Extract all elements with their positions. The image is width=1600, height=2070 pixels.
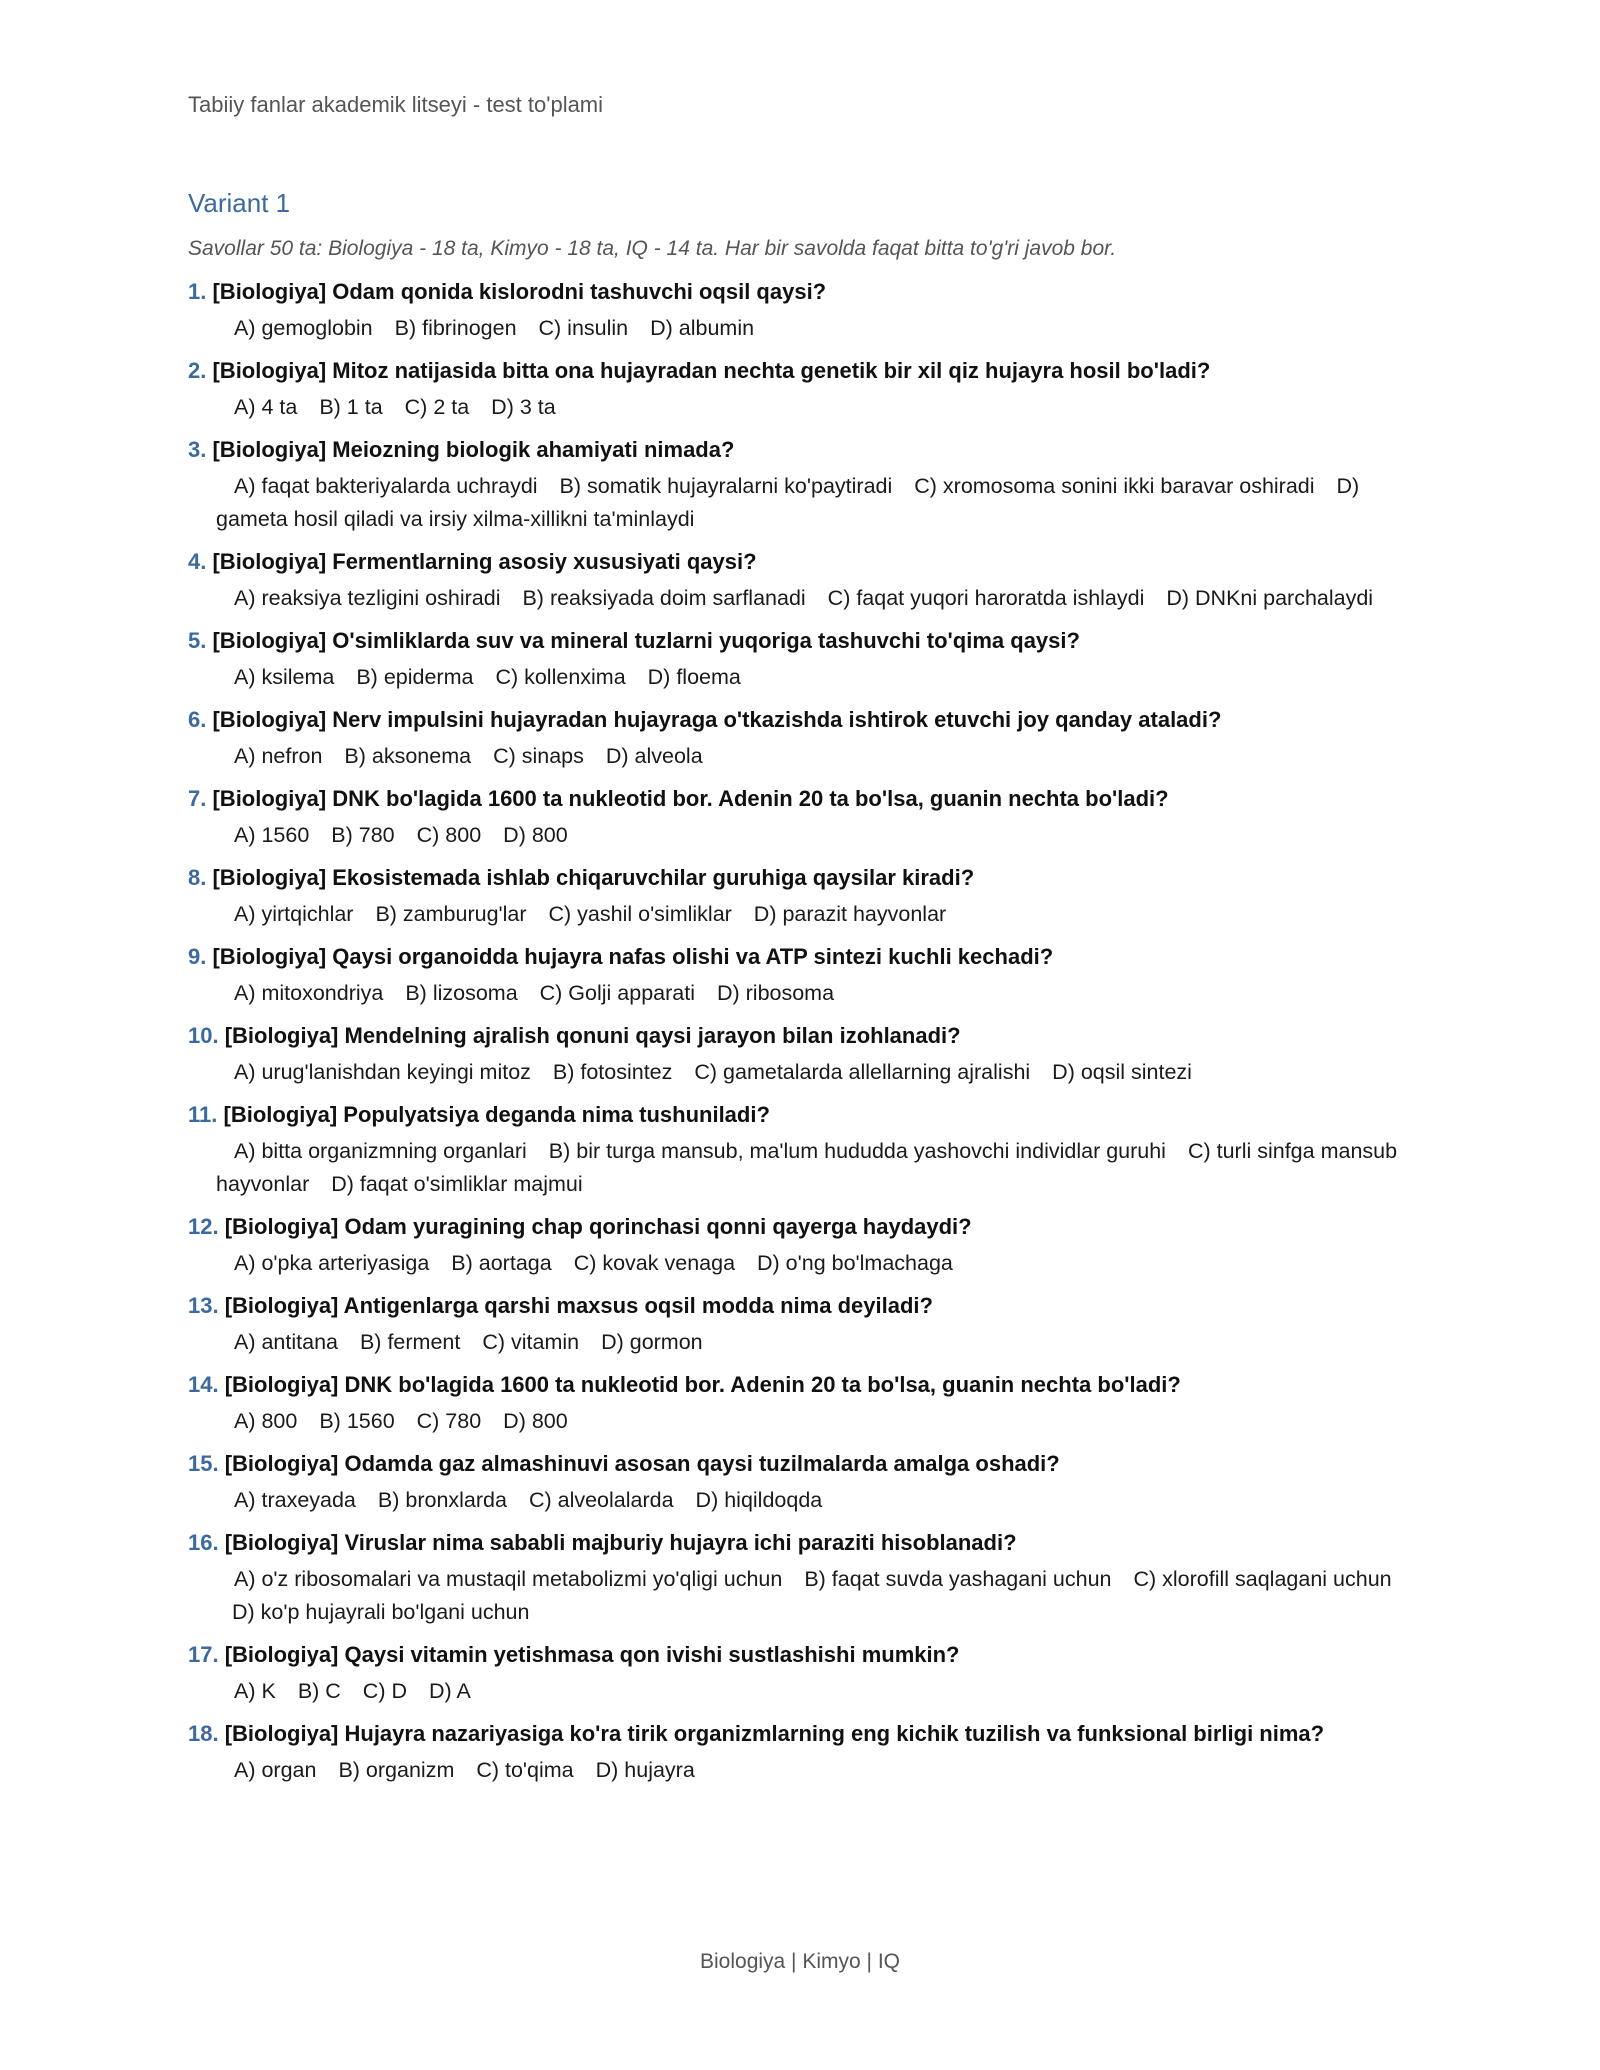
answer-option: A) urug'lanishdan keyingi mitoz: [234, 1060, 531, 1084]
answer-option: D) 800: [503, 1409, 568, 1433]
question-number: 11.: [188, 1102, 218, 1127]
question-text: [188, 547, 1408, 577]
question-section: [188, 188, 1408, 1798]
question-label: [Biologiya] Mendelning ajralish qonuni qaysi jarayon bilan izohlanadi?: [224, 1023, 961, 1048]
question-item: [188, 1021, 1408, 1089]
question-number: 12.: [188, 1214, 219, 1239]
question-number: 7.: [188, 786, 207, 811]
answer-option: D) parazit hayvonlar: [753, 902, 947, 926]
answer-option: A) mitoxondriya: [234, 981, 384, 1005]
question-item: [188, 356, 1408, 424]
answer-option: D) gameta hosil qiladi va irsiy xilma-xillikni ta'minlaydi: [216, 474, 1360, 531]
answer-options: [188, 1405, 1408, 1438]
answer-options: [188, 1135, 1408, 1201]
question-text: [188, 435, 1408, 465]
answer-option: A) ksilema: [234, 665, 335, 689]
question-number: 8.: [188, 865, 207, 890]
answer-option: B) 780: [331, 823, 395, 847]
answer-options: [188, 470, 1408, 536]
question-text: [188, 1021, 1408, 1051]
answer-option: B) ferment: [359, 1330, 461, 1354]
answer-option: D) 3 ta: [491, 395, 556, 419]
answer-options: [188, 1754, 1408, 1787]
question-label: [Biologiya] Fermentlarning asosiy xususiyati qaysi?: [212, 549, 757, 574]
answer-option: B) aortaga: [451, 1251, 552, 1275]
answer-options: [188, 1484, 1408, 1517]
answer-option: B) 1560: [319, 1409, 395, 1433]
answer-option: C) xromosoma sonini ikki baravar oshiradi: [914, 474, 1315, 498]
answer-option: C) gametalarda allellarning ajralishi: [694, 1060, 1031, 1084]
answer-options: [188, 1326, 1408, 1359]
question-item: [188, 863, 1408, 931]
answer-option: D) faqat o'simliklar majmui: [331, 1172, 583, 1196]
answer-option: A) o'pka arteriyasiga: [234, 1251, 430, 1275]
question-item: [188, 435, 1408, 536]
question-text: [188, 1291, 1408, 1321]
question-label: [Biologiya] Odamda gaz almashinuvi asosan qaysi tuzilmalarda amalga oshadi?: [224, 1451, 1060, 1476]
answer-option: D) hujayra: [595, 1758, 695, 1782]
answer-option: D) albumin: [650, 316, 755, 340]
question-label: [Biologiya] DNK bo'lagida 1600 ta nukleotid bor. Adenin 20 ta bo'lsa, guanin nechta bo'ladi?: [224, 1372, 1181, 1397]
answer-option: C) to'qima: [476, 1758, 574, 1782]
answer-option: C) insulin: [538, 316, 629, 340]
question-text: [188, 784, 1408, 814]
answer-option: B) bir turga mansub, ma'lum hududda yashovchi individlar guruhi: [548, 1139, 1166, 1163]
answer-option: A) gemoglobin: [234, 316, 373, 340]
question-item: [188, 1370, 1408, 1438]
question-item: [188, 1449, 1408, 1517]
answer-option: C) turli sinfga mansub hayvonlar: [216, 1139, 1398, 1196]
question-label: [Biologiya] Antigenlarga qarshi maxsus oqsil modda nima deyiladi?: [224, 1293, 933, 1318]
answer-option: D) 800: [503, 823, 568, 847]
answer-option: C) yashil o'simliklar: [548, 902, 732, 926]
question-text: [188, 277, 1408, 307]
answer-option: C) 780: [416, 1409, 482, 1433]
answer-option: A) 1560: [234, 823, 310, 847]
question-number: 5.: [188, 628, 207, 653]
answer-options: [188, 1056, 1408, 1089]
answer-option: A) traxeyada: [234, 1488, 356, 1512]
answer-option: A) antitana: [234, 1330, 338, 1354]
answer-options: [188, 582, 1408, 615]
answer-option: C) 2 ta: [404, 395, 470, 419]
instructions: Savollar 50 ta: Biologiya - 18 ta, Kimyo - 18 ta, IQ - 14 ta. Har bir savolda faqat bitta to'g'ri javob bor.: [188, 237, 1117, 260]
question-label: [Biologiya] Meiozning biologik ahamiyati nimada?: [212, 437, 735, 462]
running-header: Tabiiy fanlar akademik litseyi - test to'plami: [188, 92, 604, 117]
answer-option: B) C: [297, 1679, 341, 1703]
answer-option: A) 4 ta: [234, 395, 298, 419]
question-item: [188, 547, 1408, 615]
question-number: 4.: [188, 549, 207, 574]
question-number: 15.: [188, 1451, 219, 1476]
question-item: [188, 626, 1408, 694]
question-text: [188, 863, 1408, 893]
answer-option: D) alveola: [605, 744, 703, 768]
answer-option: A) 800: [234, 1409, 298, 1433]
question-item: [188, 942, 1408, 1010]
question-label: [Biologiya] Qaysi vitamin yetishmasa qon ivishi sustlashishi mumkin?: [224, 1642, 960, 1667]
question-text: [188, 1370, 1408, 1400]
question-number: 14.: [188, 1372, 219, 1397]
answer-options: [188, 1675, 1408, 1708]
variant-title: Variant 1: [188, 188, 291, 218]
answer-option: C) kovak venaga: [573, 1251, 736, 1275]
answer-option: B) epiderma: [356, 665, 474, 689]
question-item: [188, 1640, 1408, 1708]
question-label: [Biologiya] Odam yuragining chap qorinchasi qonni qayerga haydaydi?: [224, 1214, 972, 1239]
page-footer: Biologiya | Kimyo | IQ: [700, 1950, 900, 1973]
answer-option: D) hiqildoqda: [695, 1488, 823, 1512]
answer-option: A) reaksiya tezligini oshiradi: [234, 586, 501, 610]
answer-options: [188, 819, 1408, 852]
question-label: [Biologiya] Viruslar nima sababli majburiy hujayra ichi paraziti hisoblanadi?: [224, 1530, 1017, 1555]
answer-option: D) oqsil sintezi: [1052, 1060, 1192, 1084]
answer-option: C) alveolalarda: [528, 1488, 674, 1512]
question-number: 2.: [188, 358, 207, 383]
question-label: [Biologiya] Mitoz natijasida bitta ona hujayradan nechta genetik bir xil qiz hujayra hosil bo'ladi?: [212, 358, 1211, 383]
answer-option: A) bitta organizmning organlari: [234, 1139, 527, 1163]
answer-option: B) organizm: [338, 1758, 455, 1782]
question-label: [Biologiya] Nerv impulsini hujayradan hujayraga o'tkazishda ishtirok etuvchi joy qanday ataladi?: [212, 707, 1222, 732]
answer-options: [188, 977, 1408, 1010]
answer-option: B) lizosoma: [405, 981, 518, 1005]
answer-option: B) 1 ta: [319, 395, 383, 419]
question-text: [188, 1719, 1408, 1749]
question-label: [Biologiya] Populyatsiya deganda nima tushuniladi?: [223, 1102, 770, 1127]
question-text: [188, 1449, 1408, 1479]
answer-option: B) faqat suvda yashagani uchun: [804, 1567, 1112, 1591]
question-item: [188, 784, 1408, 852]
question-item: [188, 1100, 1408, 1201]
answer-option: C) sinaps: [493, 744, 584, 768]
question-number: 6.: [188, 707, 207, 732]
question-text: [188, 705, 1408, 735]
question-text: [188, 1212, 1408, 1242]
answer-option: C) 800: [416, 823, 482, 847]
question-text: [188, 1528, 1408, 1558]
question-label: [Biologiya] O'simliklarda suv va mineral tuzlarni yuqoriga tashuvchi to'qima qaysi?: [212, 628, 1080, 653]
answer-option: C) vitamin: [482, 1330, 580, 1354]
question-list: [188, 277, 1408, 1787]
question-item: [188, 1212, 1408, 1280]
question-item: [188, 277, 1408, 345]
question-item: [188, 1719, 1408, 1787]
answer-option: A) faqat bakteriyalarda uchraydi: [234, 474, 538, 498]
answer-options: [188, 661, 1408, 694]
question-label: [Biologiya] Odam qonida kislorodni tashuvchi oqsil qaysi?: [212, 279, 827, 304]
answer-option: B) fibrinogen: [394, 316, 517, 340]
question-item: [188, 1528, 1408, 1629]
question-number: 17.: [188, 1642, 219, 1667]
answer-option: D) A: [428, 1679, 471, 1703]
question-number: 10.: [188, 1023, 219, 1048]
question-label: [Biologiya] DNK bo'lagida 1600 ta nukleotid bor. Adenin 20 ta bo'lsa, guanin nechta bo'ladi?: [212, 786, 1169, 811]
answer-option: B) somatik hujayralarni ko'paytiradi: [559, 474, 893, 498]
answer-options: [188, 898, 1408, 931]
question-number: 18.: [188, 1721, 219, 1746]
answer-option: B) zamburug'lar: [375, 902, 527, 926]
question-item: [188, 1291, 1408, 1359]
answer-option: B) aksonema: [344, 744, 472, 768]
answer-option: B) fotosintez: [552, 1060, 673, 1084]
answer-option: C) faqat yuqori haroratda ishlaydi: [827, 586, 1145, 610]
question-label: [Biologiya] Ekosistemada ishlab chiqaruvchilar guruhiga qaysilar kiradi?: [212, 865, 975, 890]
answer-option: D) o'ng bo'lmachaga: [757, 1251, 953, 1275]
question-label: [Biologiya] Qaysi organoidda hujayra nafas olishi va ATP sintezi kuchli kechadi?: [212, 944, 1054, 969]
answer-option: C) xlorofill saqlagani uchun: [1133, 1567, 1392, 1591]
question-number: 3.: [188, 437, 207, 462]
question-number: 9.: [188, 944, 207, 969]
answer-option: B) reaksiyada doim sarflanadi: [522, 586, 806, 610]
answer-options: [188, 740, 1408, 773]
answer-option: D) ko'p hujayrali bo'lgani uchun: [232, 1600, 530, 1624]
answer-option: C) kollenxima: [495, 665, 626, 689]
answer-option: D) floema: [647, 665, 741, 689]
answer-option: A) nefron: [234, 744, 323, 768]
question-text: [188, 1100, 1408, 1130]
answer-options: [188, 312, 1408, 345]
answer-option: D) gormon: [601, 1330, 703, 1354]
answer-option: A) K: [234, 1679, 276, 1703]
answer-option: A) organ: [234, 1758, 317, 1782]
question-number: 16.: [188, 1530, 219, 1555]
question-text: [188, 942, 1408, 972]
question-text: [188, 356, 1408, 386]
question-text: [188, 626, 1408, 656]
question-item: [188, 705, 1408, 773]
answer-option: A) yirtqichlar: [234, 902, 354, 926]
question-label: [Biologiya] Hujayra nazariyasiga ko'ra tirik organizmlarning eng kichik tuzilish va funksional birligi nima?: [224, 1721, 1325, 1746]
answer-option: C) D: [362, 1679, 407, 1703]
question-number: 1.: [188, 279, 207, 304]
question-number: 13.: [188, 1293, 219, 1318]
question-text: [188, 1640, 1408, 1670]
answer-options: [188, 1563, 1408, 1629]
answer-options: [188, 1247, 1408, 1280]
answer-option: D) ribosoma: [716, 981, 835, 1005]
answer-options: [188, 391, 1408, 424]
answer-option: D) DNKni parchalaydi: [1166, 586, 1374, 610]
answer-option: A) o'z ribosomalari va mustaqil metabolizmi yo'qligi uchun: [234, 1567, 783, 1591]
answer-option: C) Golji apparati: [539, 981, 695, 1005]
answer-option: B) bronxlarda: [377, 1488, 507, 1512]
